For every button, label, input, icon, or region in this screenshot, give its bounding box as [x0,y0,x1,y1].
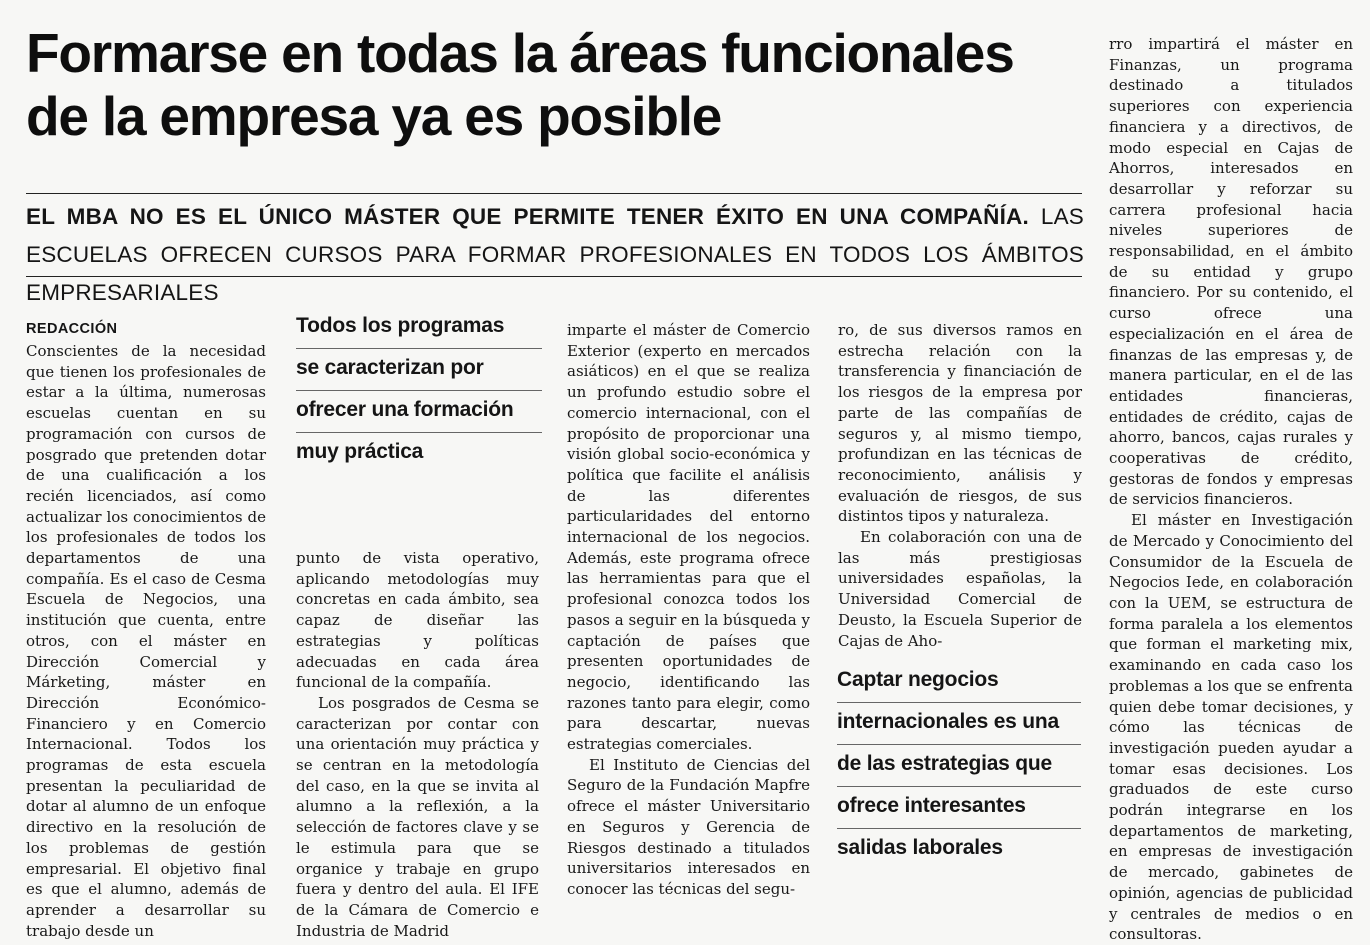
pullquote-2-line: internacionales es una [837,703,1081,745]
column-5-para-1: rro impartirá el máster en Finanzas, un programa destinado a titulados superiores con experiencia financiera y a directivos, de modo especial en Cajas de Ahorros, interesados en desarrollar y reforzar su carrera profesional hacia niveles superiores de responsabilidad, en el ámbito de su entidad y grupo financiero. Por su contenido, el curso ofrece una especialización en el área de finanzas de las empresas y, de manera particular, en el de las entidades financieras, entidades de crédito, cajas de ahorro, bancos, cajas rurales y cooperativas de crédito, gestoras de fondos y empresas de servicios financieros. [1109,35,1353,509]
subhead-top-rule [26,193,1082,194]
column-5 [1109,34,1353,945]
column-4-para-2: En colaboración con una de las más prestigiosas universidades españolas, la Universidad Comercial de Deusto, la Escuela Superior de Cajas de Aho- [838,528,1082,650]
pullquote-1 [296,307,542,474]
pullquote-2 [837,661,1081,870]
pullquote-2-line: salidas laborales [837,836,1003,859]
column-4 [838,320,1082,651]
pullquote-2-line: de las estrategias que [837,745,1081,787]
column-4-para-1: ro, de sus diversos ramos en estrecha relación con la transferencia y financiación de los riesgos de la empresa por parte de las compañías de seguros y, al mismo tiempo, profundizan en las técnicas de reconocimiento, análisis y evaluación de riesgos, de sus distintos tipos y naturaleza. [838,321,1082,526]
column-3 [567,320,810,900]
column-3-para-1: imparte el máster de Comercio Exterior (experto en mercados asiáticos) en el que se realiza un profundo estudio sobre el comercio internacional, con el propósito de proporcionar una visión global socio-económica y política que facilite el análisis de las diferentes particularidades del entorno internacional de los negocios. Además, este programa ofrece las herramientas para que el profesional conozca todos los pasos a seguir en la búsqueda y captación de países que presenten oportunidades de negocio, identificando las razones tanto para elegir, como para descartar, nuevas estrategias comerciales. [567,321,810,754]
pullquote-1-line: muy práctica [296,440,424,463]
column-1-text: Conscientes de la necesidad que tienen los profesionales de estar a la última, numerosas escuelas cuentan en su programación con cursos de posgrado que pretenden dotar de una cualificación a los recién licenciados, así como actualizar los conocimientos de los profesionales de todos los departamentos de una compañía. Es el caso de Cesma Escuela de Negocios, una institución que cuenta, entre otros, con el máster en Dirección Comercial y Márketing, máster en Dirección Económico-Financiero y en Comercio Internacional. Todos los programas de esta escuela presentan la peculiaridad de dotar al alumno de un enfoque directivo en la resolución de los problemas de gestión empresarial. El objetivo final es que el alumno, además de aprender a desarrollar su trabajo desde un [26,342,266,940]
pullquote-2-line: Captar negocios [837,661,1081,703]
column-1 [26,341,266,941]
column-2-para-2: Los posgrados de Cesma se caracterizan por contar con una orientación muy práctica y se centran en la metodología del caso, en la que se invita al alumno a la reflexión, a la selección de factores clave y se le estimula para que se organice y trabaje en grupo fuera y dentro del aula. El IFE de la Cámara de Comercio e Industria de Madrid [296,693,539,940]
pullquote-1-line: Todos los programas [296,307,542,349]
pullquote-2-line: ofrece interesantes [837,787,1081,829]
column-3-para-2: El Instituto de Ciencias del Seguro de la Fundación Mapfre ofrece el máster Universitario en Seguros y Gerencia de Riesgos destinado a titulados universitarios interesados en conocer las técnicas del segu- [567,755,810,898]
pullquote-1-line: se caracterizan por [296,349,542,391]
headline-line-2: de la empresa ya es posible [26,85,722,147]
column-5-para-2: El máster en Investigación de Mercado y Conocimiento del Consumidor de la Escuela de Negocios Iede, en colaboración con la UEM, se estructura de forma paralela a los elementos que forman el marketing mix, examinando en cada caso los problemas a los que se enfrenta quien debe tomar decisiones, y cómo las técnicas de investigación pueden ayudar a tomar esas decisiones. Los graduados de este curso podrán integrarse en los departamentos de marketing, en empresas de investigación de mercado, gabinetes de opinión, agencias de publicidad y centrales de medios o en consultoras. [1109,511,1353,944]
subhead-rest: LAS ESCUELAS OFRECEN CURSOS PARA FORMAR PROFESIONALES EN TODOS LOS ÁMBITOS EMPRESARIALES [26,204,1085,305]
subhead [26,198,1084,312]
column-2 [296,548,539,941]
column-2-para-1: punto de vista operativo, aplicando metodologías muy concretas en cada ámbito, sea capaz de diseñar las estrategias y políticas adecuadas en cada área funcional de la compañía. [296,549,539,692]
headline-line-1: Formarse en todas la áreas funcionales [26,22,1014,84]
subhead-bold: EL MBA NO ES EL ÚNICO MÁSTER QUE PERMITE TENER ÉXITO EN UNA COMPAÑÍA. [26,204,1029,229]
pullquote-1-line: ofrecer una formación [296,391,542,433]
byline: REDACCIÓN [26,321,118,337]
headline [26,22,1086,148]
